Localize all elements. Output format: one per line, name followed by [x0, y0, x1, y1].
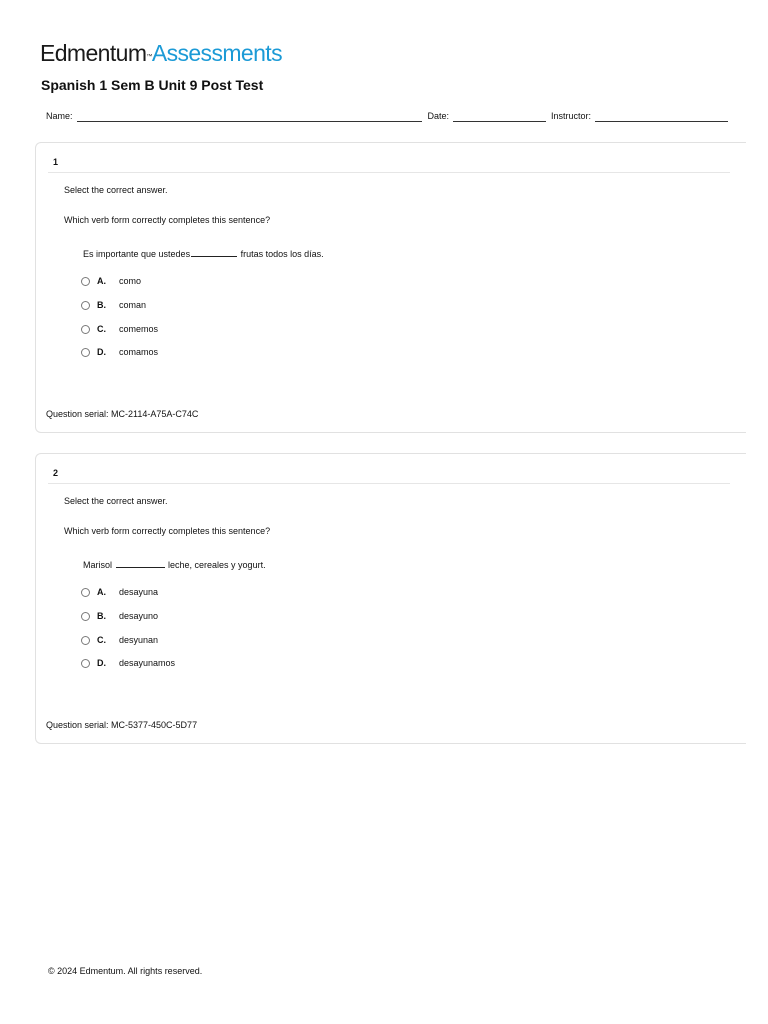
question-prompt: Which verb form correctly completes this sentence?: [64, 526, 271, 536]
question-sentence: [83, 248, 324, 259]
logo-brand-text: Edmentum: [40, 40, 147, 66]
question-card-2: [35, 453, 746, 744]
option-text: como: [119, 276, 142, 286]
question-serial: Question serial: MC-5377-450C-5D77: [46, 720, 198, 730]
option-letter: A.: [97, 276, 106, 286]
date-field[interactable]: [453, 111, 546, 122]
instructor-label: Instructor:: [550, 111, 591, 121]
option-letter: D.: [97, 347, 106, 357]
option-text: desayuno: [119, 611, 159, 621]
question-serial: Question serial: MC-2114-A75A-C74C: [46, 409, 199, 419]
date-label: Date:: [427, 111, 449, 121]
sentence-before: Es importante que ustedes: [83, 249, 191, 259]
radio-button[interactable]: [81, 636, 90, 645]
question-divider: [48, 483, 730, 484]
radio-button[interactable]: [81, 277, 90, 286]
option-text: desyunan: [119, 635, 159, 645]
option-text: comamos: [119, 347, 159, 357]
option-letter: B.: [97, 300, 106, 310]
answer-option-d[interactable]: [81, 346, 158, 358]
instructor-field[interactable]: [595, 111, 728, 122]
option-text: desayunamos: [119, 658, 176, 668]
test-title: Spanish 1 Sem B Unit 9 Post Test: [41, 77, 264, 93]
question-card-1: [35, 142, 746, 433]
sentence-after: frutas todos los días.: [238, 249, 324, 259]
option-letter: D.: [97, 658, 106, 668]
question-divider: [48, 172, 730, 173]
copyright-footer: © 2024 Edmentum. All rights reserved.: [48, 966, 203, 976]
question-number: 1: [53, 157, 59, 167]
radio-button[interactable]: [81, 588, 90, 597]
option-letter: C.: [97, 635, 106, 645]
radio-button[interactable]: [81, 612, 90, 621]
answer-option-c[interactable]: [81, 634, 158, 646]
sentence-before: Marisol: [83, 560, 115, 570]
option-letter: B.: [97, 611, 106, 621]
sentence-blank: [191, 248, 237, 257]
option-letter: A.: [97, 587, 106, 597]
radio-button[interactable]: [81, 659, 90, 668]
answer-option-b[interactable]: [81, 299, 146, 311]
question-sentence: [83, 559, 266, 570]
answer-option-b[interactable]: [81, 610, 158, 622]
option-letter: C.: [97, 324, 106, 334]
option-text: coman: [119, 300, 147, 310]
name-field[interactable]: [77, 111, 423, 122]
option-text: comemos: [119, 324, 159, 334]
question-instruction: Select the correct answer.: [64, 185, 168, 195]
student-info-row: [46, 108, 728, 122]
sentence-after: leche, cereales y yogurt.: [165, 560, 266, 570]
answer-option-c[interactable]: [81, 323, 158, 335]
radio-button[interactable]: [81, 348, 90, 357]
question-instruction: Select the correct answer.: [64, 496, 168, 506]
radio-button[interactable]: [81, 301, 90, 310]
answer-option-d[interactable]: [81, 657, 175, 669]
answer-option-a[interactable]: [81, 586, 158, 598]
sentence-blank: [116, 559, 165, 568]
logo-product-text: Assessments: [151, 40, 282, 66]
question-prompt: Which verb form correctly completes this sentence?: [64, 215, 271, 225]
option-text: desayuna: [119, 587, 159, 597]
answer-option-a[interactable]: [81, 275, 141, 287]
logo-trademark: ™: [146, 54, 152, 60]
question-number: 2: [53, 468, 59, 478]
name-label: Name:: [46, 111, 73, 121]
edmentum-logo: [40, 40, 282, 66]
radio-button[interactable]: [81, 325, 90, 334]
